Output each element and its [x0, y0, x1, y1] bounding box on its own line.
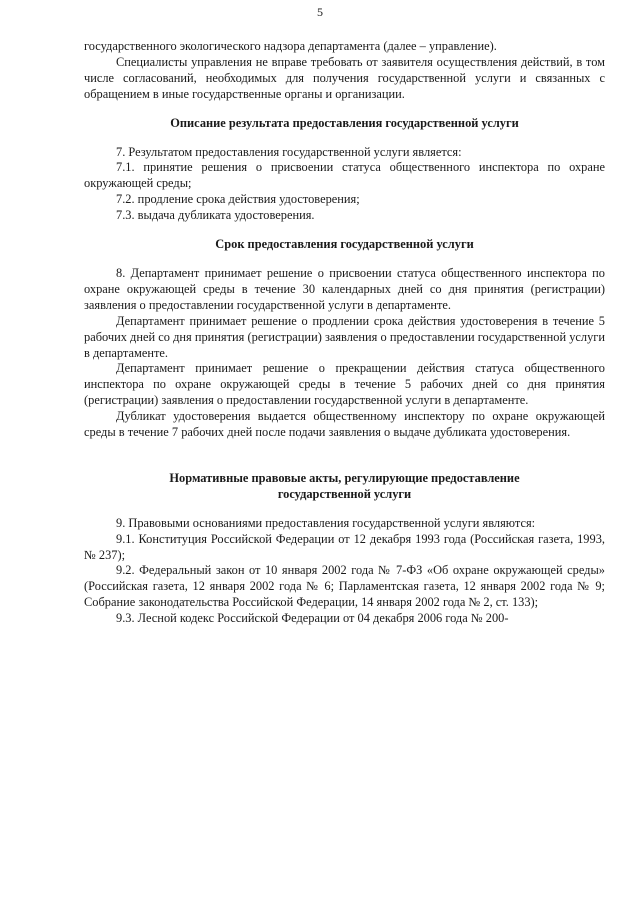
section-heading-term: Срок предоставления государственной услуги: [215, 237, 474, 252]
paragraph: 9.1. Конституция Российской Федерации от 12 декабря 1993 года (Российская газета, 1993, № 237);: [84, 531, 605, 562]
section-heading-legal-acts: Нормативные правовые акты, регулирующие предоставление государственной услуги: [169, 470, 520, 501]
document-body: [84, 39, 605, 627]
paragraph: 7.3. выдача дубликата удостоверения.: [116, 208, 315, 223]
page-number: 5: [317, 5, 323, 19]
paragraph: 9.2. Федеральный закон от 10 января 2002 года № 7-ФЗ «Об охране окружающей среды» (Российская газета, 12 января 2002 года № 6; Парламентская газета, 12 января 2002 года № 9; Собрание законодательства Российской Федерации, 14 января 2002 года № 2, ст. 133);: [84, 563, 605, 610]
paragraph: Дубликат удостоверения выдается общественному инспектору по охране окружающей среды в течение 7 рабочих дней после подачи заявления о выдаче дубликата удостоверения.: [84, 409, 605, 440]
paragraph: Департамент принимает решение о продлении срока действия удостоверения в течение 5 рабочих дней со дня принятия (регистрации) заявления о предоставлении государственной услуги в департаменте.: [84, 313, 605, 360]
paragraph: государственного экологического надзора департамента (далее – управление).: [84, 39, 497, 53]
paragraph: 7.1. принятие решения о присвоении статуса общественного инспектора по охране окружающей среды;: [84, 160, 605, 191]
paragraph: Специалисты управления не вправе требовать от заявителя осуществления действий, в том числе согласований, необходимых для получения государственной услуги и связанных с обращением в иные государственные органы и организации.: [84, 54, 605, 101]
paragraph: 9. Правовыми основаниями предоставления государственной услуги являются:: [116, 515, 536, 530]
paragraph: 7.2. продление срока действия удостоверения;: [116, 192, 360, 207]
paragraph: 7. Результатом предоставления государственной услуги является:: [116, 144, 462, 159]
paragraph: Департамент принимает решение о прекращении действия статуса общественного инспектора по охране окружающей среды в течение 5 рабочих дней со дня принятия (регистрации) заявления о предоставлении государственной услуги в департаменте.: [84, 361, 605, 408]
paragraph: 8. Департамент принимает решение о присвоении статуса общественного инспектора по охране окружающей среды в течение 30 календарных дней со дня принятия (регистрации) заявления о предоставлении государственной услуги в департаменте.: [84, 265, 605, 312]
paragraph: 9.3. Лесной кодекс Российской Федерации от 04 декабря 2006 года № 200-: [116, 611, 509, 626]
section-heading-result: Описание результата предоставления государственной услуги: [170, 115, 519, 130]
